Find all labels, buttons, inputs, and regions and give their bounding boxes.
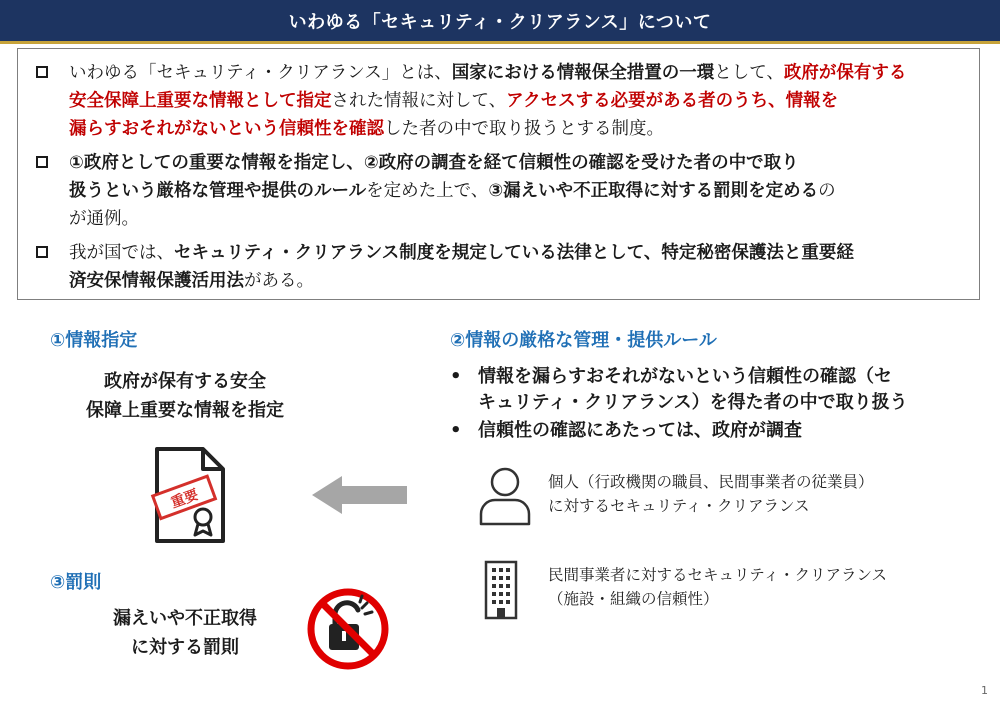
prohibition-lock-icon <box>305 586 391 672</box>
checkbox-bullet-icon <box>36 66 48 78</box>
text-run-bold: 済安保情報保護活用法 <box>69 271 244 291</box>
bullet-text <box>69 149 966 233</box>
section3-heading: ③罰則 <box>50 572 102 593</box>
text-run: の <box>818 181 836 201</box>
section1-line1: 政府が保有する安全 <box>104 371 266 392</box>
rule-text <box>478 364 978 416</box>
rule-line: キュリティ・クリアランス）を得た者の中で取り扱う <box>478 392 908 413</box>
company-line1: 民間事業者に対するセキュリティ・クリアランス <box>548 566 887 584</box>
summary-bullet-1 <box>36 59 966 143</box>
text-run-bold: セキュリティ・クリアランス制度を規定している法律として、特定秘密保護法と重要経 <box>174 243 854 263</box>
text-run: した者の中で取り扱うとする制度。 <box>384 119 664 139</box>
text-run-red: 漏らすおそれがないという信頼性を確認 <box>69 119 384 139</box>
section3-line2: に対する罰則 <box>131 637 239 658</box>
document-icon <box>145 445 235 545</box>
text-run: を定めた上で、 <box>366 181 489 201</box>
left-arrow-icon <box>312 474 407 516</box>
checkbox-bullet-icon <box>36 156 48 168</box>
person-clearance-text <box>548 470 874 518</box>
person-icon <box>477 464 533 528</box>
text-run: がある。 <box>244 271 314 291</box>
text-run: された情報に対して、 <box>331 91 507 111</box>
company-clearance-text <box>548 563 887 611</box>
person-line2: に対するセキュリティ・クリアランス <box>548 497 810 515</box>
text-run: が通例。 <box>69 209 139 229</box>
rule-item <box>450 418 978 444</box>
page-title: いわゆる「セキュリティ・クリアランス」について <box>288 11 712 33</box>
text-run-red: 安全保障上重要な情報として指定 <box>69 91 332 111</box>
summary-bullet-2 <box>36 149 966 233</box>
section3-line1: 漏えいや不正取得 <box>113 608 257 629</box>
rule-text: 信頼性の確認にあたっては、政府が調査 <box>478 420 802 441</box>
page-number: 1 <box>981 684 988 697</box>
summary-bullet-3 <box>36 239 966 295</box>
section3-description <box>75 604 295 662</box>
text-run-bold: ①政府としての重要な情報を指定し、②政府の調査を経て信頼性の確認を受けた者の中で取り <box>69 153 799 173</box>
bullet-dot: • <box>450 420 462 441</box>
section1-heading: ①情報指定 <box>50 330 138 351</box>
bullet-dot: • <box>450 366 462 387</box>
company-line2: （施設・組織の信頼性） <box>548 590 719 608</box>
rule-line: 情報を漏らすおそれがないという信頼性の確認（セ <box>478 366 892 387</box>
text-run-bold: 国家における情報保全措置の一環 <box>451 63 715 83</box>
section1-line2: 保障上重要な情報を指定 <box>86 400 284 421</box>
section2-heading: ②情報の厳格な管理・提供ルール <box>450 330 717 351</box>
stamp-text: 重要 <box>168 486 201 512</box>
person-line1: 個人（行政機関の職員、民間事業者の従業員） <box>548 473 874 491</box>
text-run-red: アクセスする必要がある者のうち、情報を <box>506 91 839 111</box>
bullet-text <box>69 59 966 143</box>
title-bar <box>0 0 1000 44</box>
text-run: として、 <box>714 63 784 83</box>
text-run: いわゆる「セキュリティ・クリアランス」とは、 <box>69 63 452 83</box>
section1-description <box>45 367 325 425</box>
summary-box <box>17 48 980 300</box>
rule-item <box>450 364 978 416</box>
building-icon <box>482 559 520 621</box>
bullet-text <box>69 239 966 295</box>
text-run-bold: 扱うという厳格な管理や提供のルール <box>69 181 367 201</box>
checkbox-bullet-icon <box>36 246 48 258</box>
text-run-bold: ③漏えいや不正取得に対する罰則を定める <box>488 181 819 201</box>
text-run: 我が国では、 <box>69 243 174 263</box>
text-run-red: 政府が保有する <box>783 63 907 83</box>
